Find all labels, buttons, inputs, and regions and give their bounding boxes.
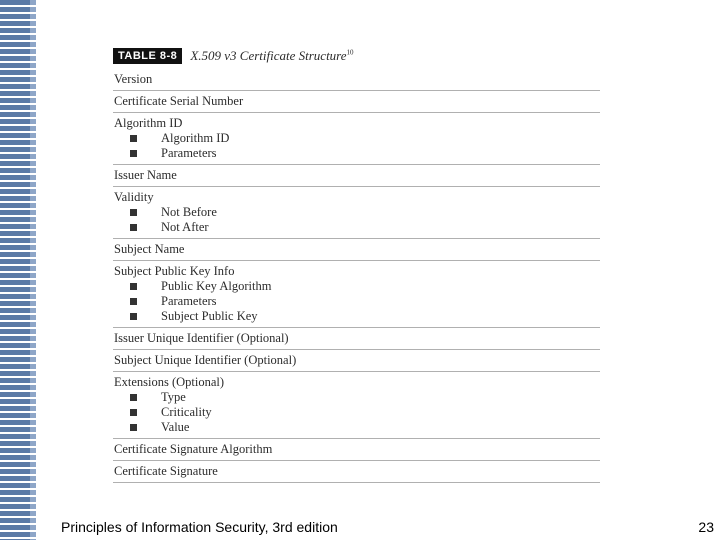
sub-field-label: Value: [161, 420, 190, 434]
table-title-reference: 10: [346, 48, 354, 57]
table-row: [113, 90, 600, 112]
square-bullet-icon: [130, 150, 137, 157]
field-name: Issuer Unique Identifier (Optional): [114, 331, 289, 345]
table-row: [113, 327, 600, 349]
field-name: Algorithm ID: [114, 116, 183, 130]
field-name: Validity: [114, 190, 154, 204]
field-name: Version: [114, 72, 153, 86]
sub-field-label: Parameters: [161, 294, 217, 308]
sub-field-label: Algorithm ID: [161, 131, 230, 145]
table-caption: [113, 45, 600, 67]
field-name: Certificate Serial Number: [114, 94, 244, 108]
field-name: Issuer Name: [114, 168, 177, 182]
table-row: [113, 112, 600, 164]
square-bullet-icon: [130, 224, 137, 231]
sub-field-label: Public Key Algorithm: [161, 279, 272, 293]
square-bullet-icon: [130, 313, 137, 320]
table-row: [113, 238, 600, 260]
square-bullet-icon: [130, 424, 137, 431]
footer-source: Principles of Information Security, 3rd edition: [61, 519, 338, 535]
sub-field: [114, 146, 599, 161]
decorative-left-bar-accent: [30, 0, 36, 540]
table-row: [113, 260, 600, 327]
sub-field: [114, 279, 599, 294]
sub-field-label: Type: [161, 390, 186, 404]
square-bullet-icon: [130, 394, 137, 401]
sub-field-label: Parameters: [161, 146, 217, 160]
field-name: Extensions (Optional): [114, 375, 225, 389]
certificate-structure-table: [113, 45, 600, 483]
table-row: [113, 371, 600, 438]
square-bullet-icon: [130, 283, 137, 290]
square-bullet-icon: [130, 298, 137, 305]
sub-field: [114, 390, 599, 405]
sub-field: [114, 294, 599, 309]
square-bullet-icon: [130, 409, 137, 416]
sub-field-label: Criticality: [161, 405, 212, 419]
field-name: Certificate Signature Algorithm: [114, 442, 273, 456]
page-number: 23: [698, 519, 714, 535]
table-row: [113, 438, 600, 460]
table-row: [113, 69, 600, 90]
sub-field: [114, 131, 599, 146]
field-name: Subject Public Key Info: [114, 264, 235, 278]
table-row: [113, 186, 600, 238]
sub-field: [114, 309, 599, 324]
sub-field: [114, 205, 599, 220]
table-row: [113, 460, 600, 483]
square-bullet-icon: [130, 209, 137, 216]
table-row: [113, 164, 600, 186]
table-label: TABLE 8-8: [113, 48, 182, 64]
field-name: Certificate Signature: [114, 464, 218, 478]
table-rows: [113, 69, 600, 483]
sub-field-label: Not Before: [161, 205, 217, 219]
field-name: Subject Unique Identifier (Optional): [114, 353, 297, 367]
table-row: [113, 349, 600, 371]
field-name: Subject Name: [114, 242, 185, 256]
sub-field: [114, 220, 599, 235]
sub-field-label: Subject Public Key: [161, 309, 258, 323]
sub-field: [114, 405, 599, 420]
sub-field-label: Not After: [161, 220, 209, 234]
sub-field: [114, 420, 599, 435]
square-bullet-icon: [130, 135, 137, 142]
table-title: X.509 v3 Certificate Structure$^{10}$: [190, 48, 354, 63]
